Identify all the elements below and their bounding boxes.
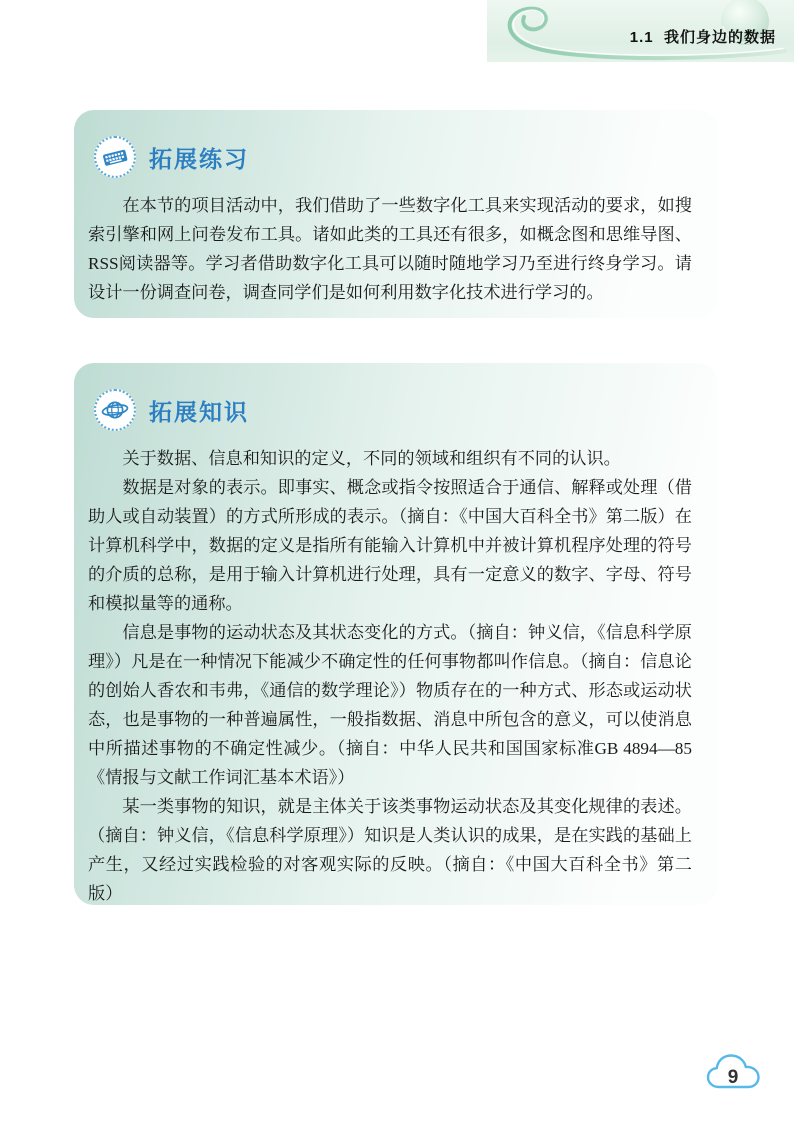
icon-badge [94, 389, 136, 431]
paragraph: 关于数据、信息和知识的定义，不同的领域和组织有不同的认识。 [122, 449, 621, 468]
page-number: 9 [727, 1067, 739, 1088]
panel-body [88, 191, 692, 307]
paragraph: 信息是事物的运动状态及其状态变化的方式。（摘自：钟义信，《信息科学原理》）凡是在一种情况下能减少不确定性的任何事物都叫作信息。（摘自：信息论的创始人香农和韦弗，《通信的数学理论》）物质存在的一种方式、形态或运动状态，也是事物的一种普遍属性，一般指数据、消息中所包含的意义，可以使消息中所描述事物的不确定性减少。（摘自：中华人民共和国国家标准GB 4894—85《情报与文献工作词汇基本术语》） [88, 623, 692, 787]
globe-orbit-icon [101, 396, 129, 424]
panel-header [74, 363, 718, 444]
panel-title: 拓展练习 [149, 145, 249, 172]
section-title: 1.1 我们身边的数据 [629, 29, 776, 46]
paragraph: 某一类事物的知识，就是主体关于该类事物运动状态及其变化规律的表述。（摘自：钟义信，《信息科学原理》）知识是人类认识的成果，是在实践的基础上产生，又经过实践检验的对客观实际的反映。（摘自：《中国大百科全书》第二版） [88, 797, 692, 903]
panel-header [74, 110, 718, 191]
extension-exercise-panel [74, 110, 718, 318]
icon-badge [94, 136, 136, 178]
panel-title: 拓展知识 [149, 398, 249, 425]
panel-body [88, 444, 692, 908]
keyboard-icon [101, 143, 129, 171]
header-band [487, 0, 794, 62]
page-number-cloud [704, 1050, 768, 1096]
paragraph: 数据是对象的表示。即事实、概念或指令按照适合于通信、解释或处理（借助人或自动装置）的方式所形成的表示。（摘自：《中国大百科全书》第二版）在计算机科学中，数据的定义是指所有能输入计算机中并被计算机程序处理的符号的介质的总称，是用于输入计算机进行处理，具有一定意义的数字、字母、符号和模拟量等的通称。 [88, 478, 692, 613]
paragraph: 在本节的项目活动中，我们借助了一些数字化工具来实现活动的要求，如搜索引擎和网上问卷发布工具。诸如此类的工具还有很多，如概念图和思维导图、RSS阅读器等。学习者借助数字化工具可以随时随地学习乃至进行终身学习。请设计一份调查问卷，调查同学们是如何利用数字化技术进行学习的。 [88, 196, 692, 302]
extension-knowledge-panel [74, 363, 718, 905]
